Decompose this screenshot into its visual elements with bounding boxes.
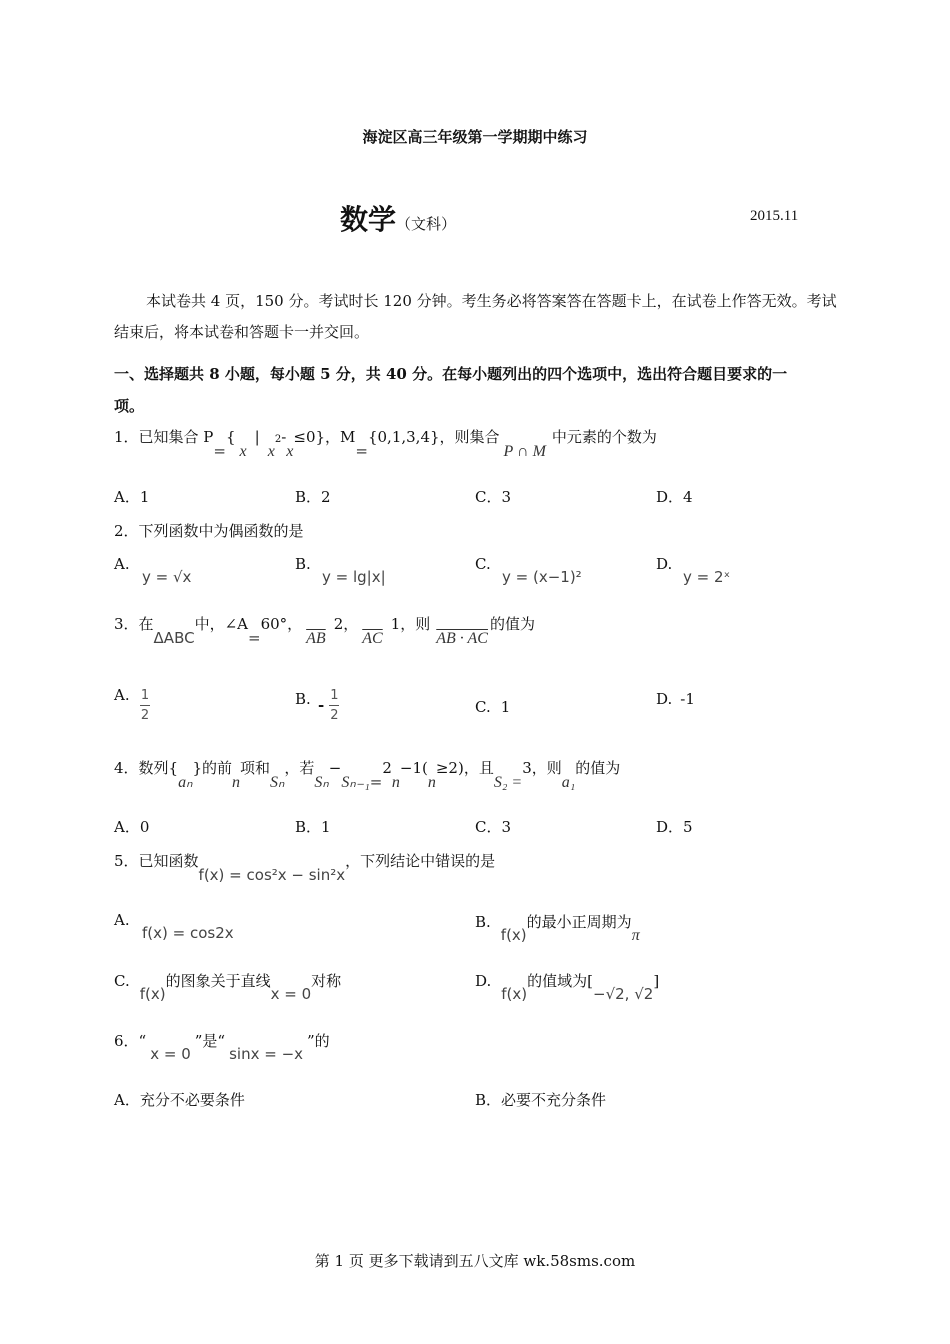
q1-text-c: {0,1,3,4}，则集合 [367, 428, 500, 446]
q4-option-a: A．0 [114, 818, 150, 836]
q5-d-fx: f(x) [501, 985, 528, 1003]
q5-c-tail: 对称 [311, 972, 342, 990]
q5-option-a-label: A. [114, 911, 130, 929]
q4-var-n: n [232, 774, 241, 791]
q5-b-pi: π [631, 927, 640, 944]
q2-option-d-formula: y = 2ˣ [683, 568, 731, 586]
q3-angle: 60°， [260, 615, 303, 633]
q5-text-a: 5．已知函数 [114, 852, 199, 870]
q3-b-sign: - [318, 696, 325, 714]
exam-date: 2015.11 [750, 208, 799, 224]
q3-option-b-fraction [318, 688, 339, 723]
subject-title [340, 198, 456, 238]
q4-text-b: }的前 [192, 759, 233, 777]
q5-d-range: −√2, √2 [593, 985, 654, 1003]
subject-subtitle: （文科） [396, 215, 457, 233]
q3-dot-product: AB · AC [436, 630, 488, 647]
q3-option-c-label: C. [475, 698, 491, 716]
q1-var-x-squared: x [267, 443, 275, 460]
q6-condition-2: sinx = −x [229, 1045, 304, 1063]
q5-option-d [475, 970, 660, 1003]
q1-set-open: { [225, 428, 236, 446]
q2-option-b-label: B. [295, 555, 311, 573]
q3-text-c: 的值为 [489, 615, 535, 633]
q3-vector-ab: $\overline{AB}$ [306, 630, 326, 647]
q5-option-a-formula: f(x) = cos2x [142, 924, 234, 942]
q6-condition-1: x = 0 [150, 1045, 191, 1063]
q5-d-text: 的值域为[ [527, 972, 593, 990]
q5-b-text: 的最小正周期为 [526, 913, 632, 931]
q1-text-a: 1．已知集合 P [114, 428, 214, 446]
q4-text-e: −1( [399, 759, 428, 777]
q5-c-text: 的图象关于直线 [165, 972, 271, 990]
q1-equals-2: = [355, 442, 368, 460]
q3-ab-value: 2， [333, 615, 359, 633]
q4-text-c: 项和 [240, 759, 271, 777]
q3-vector-ac: $\overline{AC}$ [362, 630, 383, 647]
q5-option-b-label: B. [475, 913, 491, 931]
q5-text-b: ，下列结论中错误的是 [345, 852, 496, 870]
q5-option-d-label: D. [475, 972, 492, 990]
q1-text-b: ≤0}，M [293, 428, 356, 446]
q6-text-b: ”是“ [194, 1032, 226, 1050]
q5-function: f(x) = cos²x − sin²x [198, 866, 346, 884]
q2-option-d-label: D. [656, 555, 673, 573]
q3-option-d-value: -1 [680, 690, 695, 708]
q6-text-c: ”的 [307, 1032, 330, 1050]
exam-instructions: 本试卷共 4 页，150 分。考试时长 120 分钟。考生务必将答案答在答题卡上，在试卷上作答无效。考试结束后，将本试卷和答题卡一并交回。 [114, 292, 837, 341]
q4-var-n3: n [427, 774, 436, 791]
q3-text-a: 3．在 [114, 615, 154, 633]
q4-sum-sn: Sₙ [270, 774, 285, 791]
q4-minus: − [328, 759, 342, 777]
page-footer: 第 1 页 更多下载请到五八文库 wk.58sms.com [314, 1252, 636, 1270]
q3-option-b-label: B. [295, 690, 311, 708]
q2-option-c-label: C. [475, 555, 491, 573]
q2-option-a-label: A. [114, 555, 130, 573]
q4-sum-sn-2: Sₙ [314, 774, 329, 791]
q1-option-b: B．2 [295, 488, 331, 506]
q1-text-d: 中元素的个数为 [551, 428, 657, 446]
q1-var-x: x [239, 443, 247, 460]
q1-exponent: 2 [274, 434, 282, 445]
question-1-stem [114, 426, 657, 460]
q4-sum-s2: S₂ = [493, 774, 523, 791]
q3-triangle: ΔABC [153, 629, 195, 647]
q3-option-d [656, 690, 695, 708]
q1-bar: | [254, 428, 260, 446]
q4-text-a: 4．数列{ [114, 759, 179, 777]
q4-sequence-an: aₙ [178, 774, 193, 791]
question-4-stem [114, 757, 621, 791]
q3-option-a-label: A. [114, 686, 130, 704]
exam-title: 海淀区高三年级第一学期期中练习 [362, 128, 588, 146]
q3-option-d-label: D. [656, 690, 673, 708]
q3-a-numerator: 1 [140, 688, 150, 703]
q4-option-c: C．3 [475, 818, 512, 836]
q5-b-fx: f(x) [500, 926, 527, 944]
question-5-stem [114, 850, 496, 884]
q2-option-c-formula: y = (x−1)² [502, 568, 582, 586]
q4-var-n2: n [391, 774, 400, 791]
q1-var-x2: x [286, 443, 294, 460]
q3-a-denominator: 2 [140, 708, 150, 723]
section-heading: 一、选择题共 8 小题，每小题 5 分，共 40 分。在每小题列出的四个选项中，选出符合题目要求的一项。 [114, 365, 788, 415]
subject-name: 数学 [340, 203, 397, 236]
q1-option-d: D．4 [656, 488, 693, 506]
q4-text-d: ，若 [284, 759, 315, 777]
q5-c-line: x = 0 [270, 985, 312, 1003]
q4-option-d: D．5 [656, 818, 693, 836]
q1-option-a: A．1 [114, 488, 150, 506]
q4-term-a1: a₁ [561, 774, 576, 791]
question-2-stem: 2．下列函数中为偶函数的是 [114, 522, 304, 540]
q4-sum-sn-1: Sₙ₋₁ [341, 774, 370, 791]
q4-text-g: 3，则 [522, 759, 562, 777]
q5-option-b [475, 911, 640, 944]
q5-option-c [114, 970, 342, 1003]
question-6-stem [114, 1030, 330, 1063]
q4-two: 2 [382, 759, 392, 777]
q1-minus: - [281, 428, 287, 446]
q4-equals: = [369, 773, 383, 791]
q4-option-b: B．1 [295, 818, 331, 836]
question-3-stem [114, 613, 535, 647]
q6-text-a: 6．“ [114, 1032, 147, 1050]
q3-option-a-fraction [140, 688, 150, 723]
q1-equals: = [213, 442, 226, 460]
q1-intersection: P ∩ M [503, 443, 546, 460]
q3-ac-value: 1，则 [390, 615, 431, 633]
q4-text-h: 的值为 [575, 759, 621, 777]
q3-b-numerator: 1 [330, 688, 339, 703]
q3-option-c [475, 698, 510, 716]
q3-b-denominator: 2 [330, 708, 339, 723]
q2-option-b-formula: y = lg|x| [322, 568, 386, 586]
q1-option-c: C．3 [475, 488, 512, 506]
q2-option-a-formula: y = √x [142, 568, 192, 586]
q3-equals: = [247, 629, 261, 647]
q3-option-c-value: 1 [500, 698, 511, 716]
q6-option-b: B．必要不充分条件 [475, 1091, 607, 1109]
q5-option-c-label: C. [114, 972, 130, 990]
q3-text-b: 中，∠A [194, 615, 248, 633]
q5-c-fx: f(x) [139, 985, 166, 1003]
q5-d-tail: ] [653, 972, 660, 990]
q6-option-a: A．充分不必要条件 [114, 1091, 245, 1109]
q4-text-f: ≥2)，且 [435, 759, 494, 777]
